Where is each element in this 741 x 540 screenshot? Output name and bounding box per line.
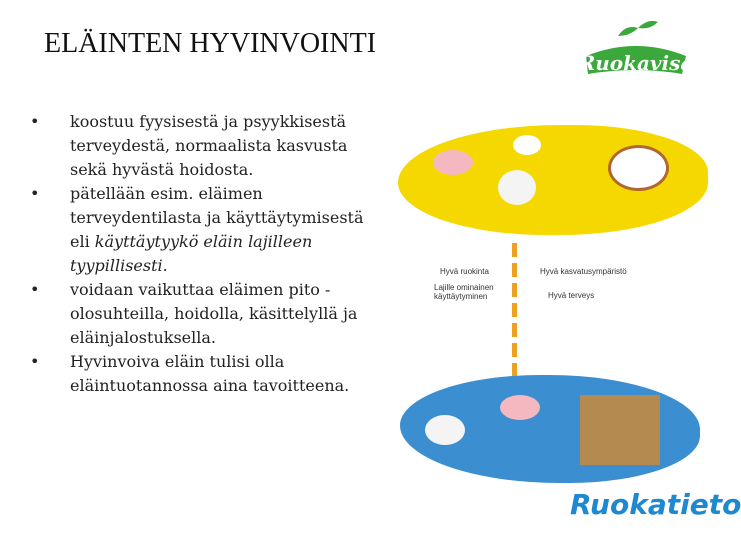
sheep-icon — [425, 415, 465, 445]
bullet-item: • Hyvinvoiva eläin tulisi olla eläintuotannossa aina tavoitteena. — [30, 350, 380, 398]
label-natural-behaviour: Lajille ominainen käyttäytyminen — [434, 283, 494, 301]
farm-animals-image-2 — [400, 375, 700, 483]
barn-icon — [580, 395, 660, 465]
label-good-health: Hyvä terveys — [548, 291, 595, 300]
welfare-diagram — [398, 125, 710, 485]
label-good-environment: Hyvä kasvatusympäristö — [540, 267, 627, 276]
farm-animals-image — [398, 125, 708, 235]
bullet-item: • koostuu fyysisestä ja psyykkisestä terveydestä, normaalista kasvusta sekä hyvästä hoidosta. — [30, 110, 380, 182]
slide-title: ELÄINTEN HYVINVOINTI — [44, 28, 377, 59]
sheep-icon — [498, 170, 536, 205]
bullet-item: • pätellään esim. eläimen terveydentilasta ja käyttäytymisestä eli käyttäytyykö eläin lajilleen tyypillisesti. — [30, 182, 380, 278]
cow-icon — [608, 145, 669, 191]
pig-icon — [500, 395, 540, 420]
bullet-list — [30, 110, 380, 398]
svg-text:Ruokavisa: Ruokavisa — [578, 51, 694, 75]
ruokavisa-logo — [578, 16, 694, 82]
label-good-feeding: Hyvä ruokinta — [440, 267, 489, 276]
pig-icon — [433, 150, 473, 175]
ruokatieto-logo: Ruokatieto — [570, 488, 741, 521]
chicken-icon — [513, 135, 541, 155]
bullet-item: • voidaan vaikuttaa eläimen pito -olosuhteilla, hoidolla, käsittelyllä ja eläinjalostuksella. — [30, 278, 380, 350]
